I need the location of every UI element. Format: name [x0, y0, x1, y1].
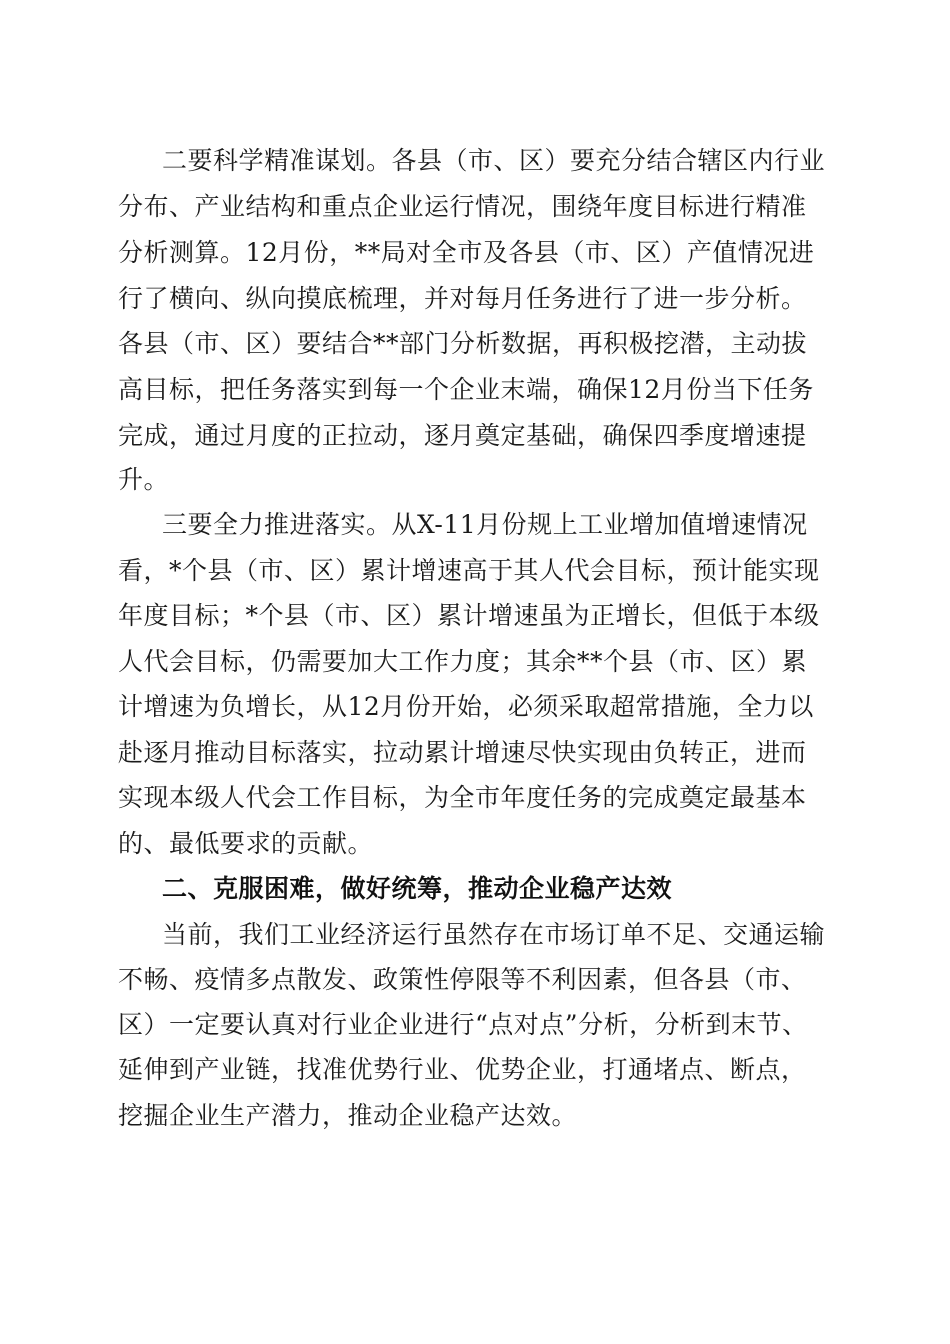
paragraph-3-line-8: 的、最低要求的贡献。	[118, 829, 374, 858]
paragraph-3-line-1: 三要全力推进落实。从X-11月份规上工业增加值增速情况	[162, 510, 808, 539]
paragraph-2-line-7: 完成，通过月度的正拉动，逐月奠定基础，确保四季度增速提	[118, 421, 807, 450]
paragraph-3-line-5: 计增速为负增长，从12月份开始，必须采取超常措施，全力以	[118, 692, 814, 721]
paragraph-4-line-4: 延伸到产业链，找准优势行业、优势企业，打通堵点、断点，	[118, 1055, 807, 1084]
paragraph-2-line-8: 升。	[118, 465, 170, 494]
paragraph-2-line-5: 各县（市、区）要结合**部门分析数据，再积极挖潜，主动拔	[118, 329, 808, 358]
paragraph-4-line-5: 挖掘企业生产潜力，推动企业稳产达效。	[118, 1101, 578, 1130]
paragraph-3-line-3: 年度目标；*个县（市、区）累计增速虽为正增长，但低于本级	[118, 601, 820, 630]
paragraph-2-line-4: 行了横向、纵向摸底梳理，并对每月任务进行了进一步分析。	[118, 284, 807, 313]
paragraph-2-line-1: 二要科学精准谋划。各县（市、区）要充分结合辖区内行业	[162, 146, 826, 175]
section-heading: 二、克服困难，做好统筹，推动企业稳产达效	[162, 874, 673, 903]
paragraph-4-line-1: 当前，我们工业经济运行虽然存在市场订单不足、交通运输	[162, 920, 826, 949]
paragraph-3-line-7: 实现本级人代会工作目标，为全市年度任务的完成奠定最基本	[118, 783, 807, 812]
paragraph-3-line-6: 赴逐月推动目标落实，拉动累计增速尽快实现由负转正，进而	[118, 738, 807, 767]
paragraph-2-line-6: 高目标，把任务落实到每一个企业末端，确保12月份当下任务	[118, 375, 814, 404]
paragraph-4-line-3: 区）一定要认真对行业企业进行“点对点”分析，分析到末节、	[118, 1010, 808, 1039]
paragraph-3-line-4: 人代会目标，仍需要加大工作力度；其余**个县（市、区）累	[118, 647, 808, 676]
paragraph-4-line-2: 不畅、疫情多点散发、政策性停限等不利因素，但各县（市、	[118, 965, 807, 994]
paragraph-3-line-2: 看，*个县（市、区）累计增速高于其人代会目标，预计能实现	[118, 556, 820, 585]
paragraph-2-line-3: 分析测算。12月份，**局对全市及各县（市、区）产值情况进	[118, 238, 815, 267]
paragraph-2-line-2: 分布、产业结构和重点企业运行情况，围绕年度目标进行精准	[118, 192, 807, 221]
